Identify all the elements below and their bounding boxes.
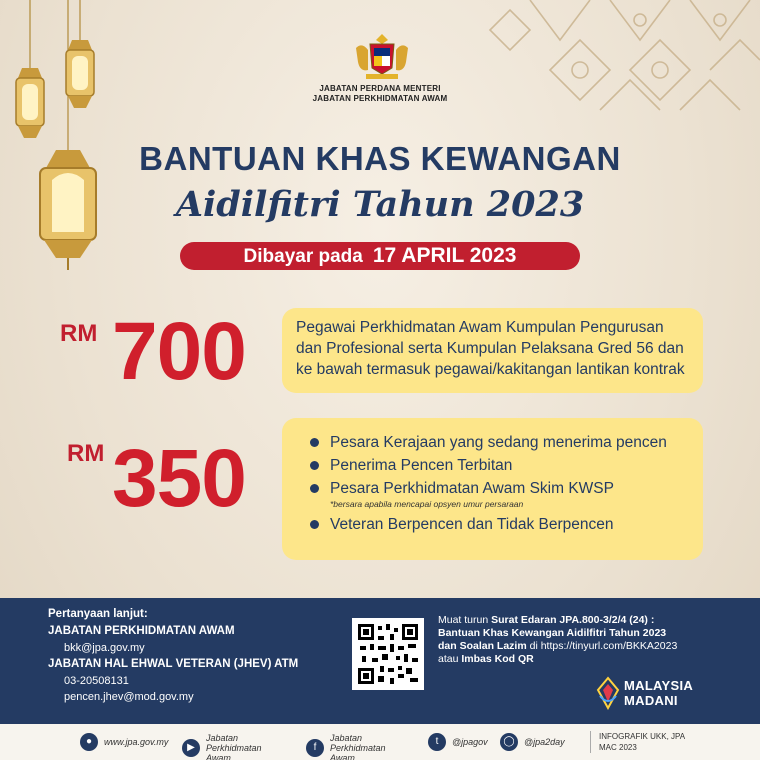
- list-item: [310, 455, 687, 476]
- eligibility-list: [310, 432, 687, 535]
- amount-700: 700: [112, 306, 246, 397]
- bullet-icon: [310, 520, 319, 529]
- bullet-icon: [310, 438, 319, 447]
- page-title: BANTUAN KHAS KEWANGAN: [139, 140, 621, 177]
- qr-code-icon[interactable]: [352, 618, 424, 690]
- contact-info: [48, 608, 338, 707]
- social-website[interactable]: [80, 733, 168, 751]
- payment-date-banner: [180, 242, 580, 270]
- download-faq: dan Soalan Lazim: [438, 640, 527, 652]
- social-text: @jpagov: [452, 737, 488, 747]
- list-item-text: Pesara Perkhidmatan Awam Skim KWSP: [330, 480, 614, 497]
- amount-350: 350: [112, 433, 246, 524]
- credit-line1: INFOGRAFIK UKK, JPA: [599, 732, 686, 741]
- social-instagram[interactable]: [500, 733, 565, 751]
- footnote: *bersara apabila mencapai opsyen umur persaraan: [330, 499, 524, 509]
- madani-line2: MADANI: [624, 693, 678, 708]
- download-at: di: [529, 640, 538, 652]
- social-text: Jabatan Perkhidmatan Awam: [330, 733, 386, 760]
- download-scan: Imbas Kod QR: [461, 653, 534, 665]
- youtube-icon: ▶: [182, 739, 200, 757]
- download-info: [438, 614, 708, 666]
- social-bar: [0, 724, 760, 760]
- footer-panel: [0, 598, 760, 724]
- list-item: [310, 432, 687, 453]
- download-title: Bantuan Khas Kewangan Aidilfitri Tahun 2023: [438, 627, 667, 639]
- currency-label: RM: [60, 320, 98, 347]
- org-name-pm-department: JABATAN PERDANA MENTERI: [319, 84, 441, 93]
- social-text: Jabatan Perkhidmatan Awam: [206, 733, 262, 760]
- download-or: atau: [438, 653, 459, 665]
- facebook-icon: f: [306, 739, 324, 757]
- list-item-text: Pesara Kerajaan yang sedang menerima pencen: [330, 434, 667, 451]
- madani-logo-icon: [596, 676, 620, 710]
- twitter-icon: t: [428, 733, 446, 751]
- madani-line1: MALAYSIA: [624, 678, 694, 693]
- list-item-text: Penerima Pencen Terbitan: [330, 457, 513, 474]
- payment-label: Dibayar pada: [243, 246, 363, 267]
- infographic-credit: [590, 731, 685, 753]
- list-item: [310, 478, 687, 509]
- eligibility-box-350: [282, 418, 703, 560]
- eligibility-text: Pegawai Perkhidmatan Awam Kumpulan Pengurusan dan Profesional serta Kumpulan Pelaksana Gred 56 dan ke bawah termasuk pegawai/kakitangan lantikan kontrak: [296, 319, 685, 378]
- list-item-text: Veteran Berpencen dan Tidak Berpencen: [330, 516, 614, 533]
- org-name-jpa: JABATAN PERKHIDMATAN AWAM: [312, 94, 448, 103]
- download-prefix: Muat turun: [438, 614, 489, 626]
- eligibility-box-700: [282, 308, 703, 393]
- credit-line2: MAC 2023: [599, 743, 637, 752]
- page-subtitle: Aidilfitri Tahun 2023: [175, 184, 585, 225]
- contact-email-jpa[interactable]: bkk@jpa.gov.my: [64, 642, 145, 654]
- instagram-icon: ◯: [500, 733, 518, 751]
- contact-email-jhev[interactable]: pencen.jhev@mod.gov.my: [64, 691, 194, 703]
- contact-org-jpa: JABATAN PERKHIDMATAN AWAM: [48, 625, 235, 637]
- payment-date: 17 APRIL 2023: [372, 244, 517, 267]
- download-link[interactable]: https://tinyurl.com/BKKA2023: [540, 640, 678, 652]
- currency-label: RM: [67, 440, 105, 467]
- bullet-icon: [310, 461, 319, 470]
- ornament-pattern-icon: [470, 0, 760, 130]
- madani-logo-text: [624, 678, 693, 708]
- social-text: www.jpa.gov.my: [104, 737, 169, 747]
- contact-phone-jhev[interactable]: 03-20508131: [64, 675, 129, 687]
- enquiry-label: Pertanyaan lanjut:: [48, 608, 148, 620]
- bullet-icon: [310, 484, 319, 493]
- social-youtube[interactable]: [182, 733, 286, 760]
- social-facebook[interactable]: [306, 733, 410, 760]
- malaysia-madani-logo: [596, 676, 726, 712]
- list-item: [310, 514, 687, 535]
- social-twitter[interactable]: [428, 733, 488, 751]
- download-circular: Surat Edaran JPA.800-3/2/4 (24) :: [491, 614, 655, 626]
- globe-icon: ●: [80, 733, 98, 751]
- malaysia-coat-of-arms-icon: [352, 32, 412, 82]
- social-text: @jpa2day: [524, 737, 565, 747]
- contact-org-jhev: JABATAN HAL EHWAL VETERAN (JHEV) ATM: [48, 658, 299, 670]
